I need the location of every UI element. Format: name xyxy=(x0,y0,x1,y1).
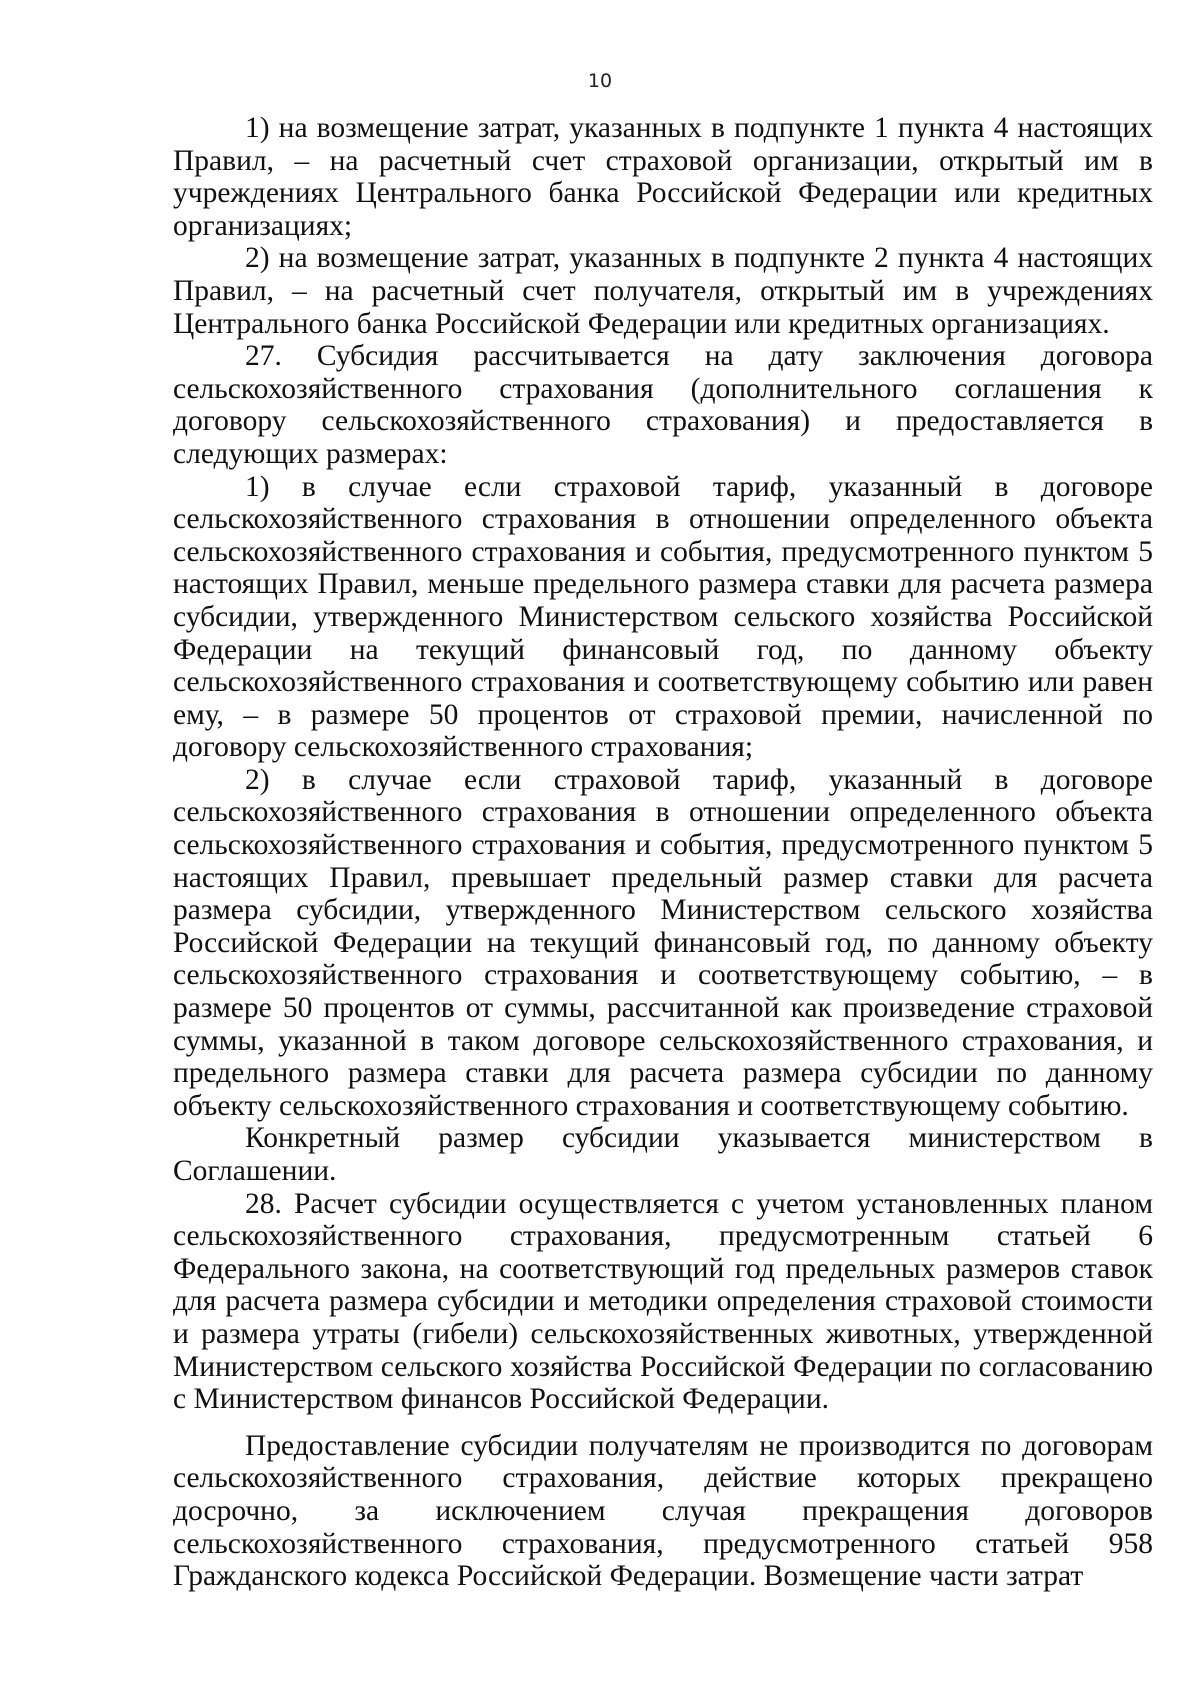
paragraph-28: 28. Расчет субсидии осуществляется с учетом установленных планом сельскохозяйственного страхования, предусмотренным статьей 6 Федерального закона, на соответствующий год предельных размеров ставок для расчета размера субсидии и методики определения страховой стоимости и размера утраты (гибели) сельскохозяйственных животных, утвержденной Министерством сельского хозяйства Российской Федерации по согласованию с Министерством финансов Российской Федерации. xyxy=(173,1187,1153,1416)
paragraph-26-2: 2) на возмещение затрат, указанных в подпункте 2 пункта 4 настоящих Правил, – на расчетный счет получателя, открытый им в учреждениях Центрального банка Российской Федерации или кредитных организациях. xyxy=(173,242,1153,340)
paragraph-27-2: 2) в случае если страховой тариф, указанный в договоре сельскохозяйственного страхования в отношении определенного объекта сельскохозяйственного страхования и события, предусмотренного пунктом 5 настоящих Правил, превышает предельный размер ставки для расчета размера субсидии, утвержденного Министерством сельского хозяйства Российской Федерации на текущий финансовый год, по данному объекту сельскохозяйственного страхования и соответствующему событию, – в размере 50 процентов от суммы, рассчитанной как произведение страховой суммы, указанной в таком договоре сельскохозяйственного страхования, и предельного размера ставки для расчета размера субсидии по данному объекту сельскохозяйственного страхования и соответствующему событию. xyxy=(173,763,1153,1122)
paragraph-28-exclusion: Предоставление субсидии получателям не производится по договорам сельскохозяйственного страхования, действие которых прекращено досрочно, за исключением случая прекращения договоров сельскохозяйственного страхования, предусмотренного статьей 958 Гражданского кодекса Российской Федерации. Возмещение части затрат xyxy=(173,1429,1153,1593)
paragraph-26-1: 1) на возмещение затрат, указанных в подпункте 1 пункта 4 настоящих Правил, – на расчетный счет страховой организации, открытый им в учреждениях Центрального банка Российской Федерации или кредитных организациях; xyxy=(173,112,1153,242)
paragraph-27-specific-amount: Конкретный размер субсидии указывается министерством в Соглашении. xyxy=(173,1122,1153,1187)
document-body xyxy=(173,112,1153,1593)
paragraph-27: 27. Субсидия рассчитывается на дату заключения договора сельскохозяйственного страхования (дополнительного соглашения к договору сельскохозяйственного страхования) и предоставляется в следующих размерах: xyxy=(173,340,1153,470)
page-number: 10 xyxy=(587,70,613,92)
paragraph-27-1: 1) в случае если страховой тариф, указанный в договоре сельскохозяйственного страхования в отношении определенного объекта сельскохозяйственного страхования и события, предусмотренного пунктом 5 настоящих Правил, меньше предельного размера ставки для расчета размера субсидии, утвержденного Министерством сельского хозяйства Российской Федерации на текущий финансовый год, по данному объекту сельскохозяйственного страхования и соответствующему событию или равен ему, – в размере 50 процентов от страховой премии, начисленной по договору сельскохозяйственного страхования; xyxy=(173,470,1153,764)
